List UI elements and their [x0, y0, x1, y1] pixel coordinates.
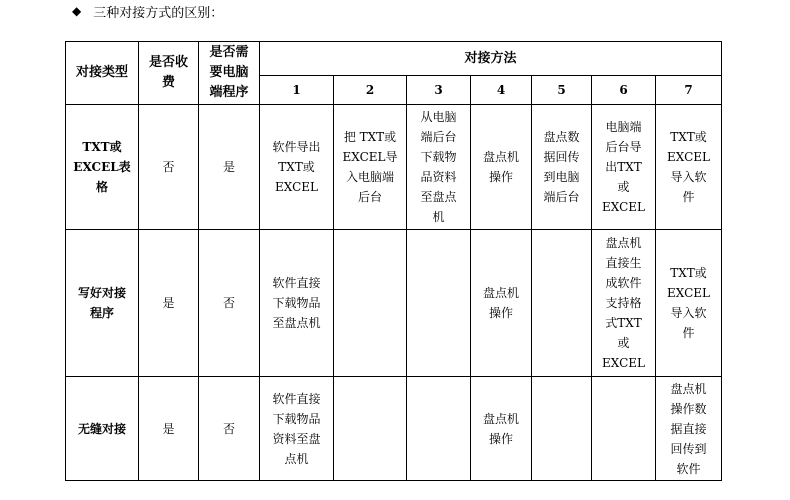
comparison-table	[65, 41, 722, 481]
step-cell: 盘点机 操作	[471, 230, 532, 377]
step-cell: 盘点机 操作	[471, 377, 532, 481]
header-method: 对接方法	[260, 42, 722, 76]
step-cell	[592, 377, 656, 481]
table-row	[66, 105, 722, 230]
step-cell: 盘点数 据回传 到电脑 端后台	[532, 105, 592, 230]
step-cell: TXT或 EXCEL 导入软 件	[656, 230, 722, 377]
step-number: 3	[407, 76, 471, 105]
header-needs-pc: 是否需 要电脑 端程序	[199, 42, 260, 105]
step-number: 7	[656, 76, 722, 105]
step-cell: TXT或 EXCEL 导入软 件	[656, 105, 722, 230]
step-number: 2	[334, 76, 407, 105]
step-number: 6	[592, 76, 656, 105]
step-cell: 从电脑 端后台 下载物 品资料 至盘点 机	[407, 105, 471, 230]
step-cell	[407, 230, 471, 377]
step-cell: 盘点机 操作数 据直接 回传到 软件	[656, 377, 722, 481]
row-type: 无缝对接	[66, 377, 139, 481]
step-number: 5	[532, 76, 592, 105]
step-cell	[334, 377, 407, 481]
header-charge: 是否收 费	[139, 42, 199, 105]
table-row	[66, 377, 722, 481]
row-needs-pc: 是	[199, 105, 260, 230]
header-row-1	[66, 42, 722, 76]
step-cell: 软件直接 下载物品 至盘点机	[260, 230, 334, 377]
step-cell	[334, 230, 407, 377]
section-heading	[72, 0, 223, 22]
step-number: 1	[260, 76, 334, 105]
step-cell: 盘点机 操作	[471, 105, 532, 230]
row-needs-pc: 否	[199, 377, 260, 481]
step-cell	[407, 377, 471, 481]
step-cell: 把 TXT或 EXCEL导 入电脑端 后台	[334, 105, 407, 230]
row-type: TXT或 EXCEL表 格	[66, 105, 139, 230]
step-cell: 盘点机 直接生 成软件 支持格 式TXT 或 EXCEL	[592, 230, 656, 377]
row-charge: 否	[139, 105, 199, 230]
row-charge: 是	[139, 377, 199, 481]
row-type: 写好对接 程序	[66, 230, 139, 377]
row-needs-pc: 否	[199, 230, 260, 377]
row-charge: 是	[139, 230, 199, 377]
step-cell: 软件直接 下载物品 资料至盘 点机	[260, 377, 334, 481]
diamond-bullet-icon: ◆	[72, 4, 82, 18]
step-cell: 软件导出 TXT或 EXCEL	[260, 105, 334, 230]
step-cell	[532, 230, 592, 377]
step-cell	[532, 377, 592, 481]
table-row	[66, 230, 722, 377]
step-number: 4	[471, 76, 532, 105]
step-cell: 电脑端 后台导 出TXT 或 EXCEL	[592, 105, 656, 230]
heading-text: 三种对接方式的区别：	[93, 5, 224, 21]
header-type: 对接类型	[66, 42, 139, 105]
